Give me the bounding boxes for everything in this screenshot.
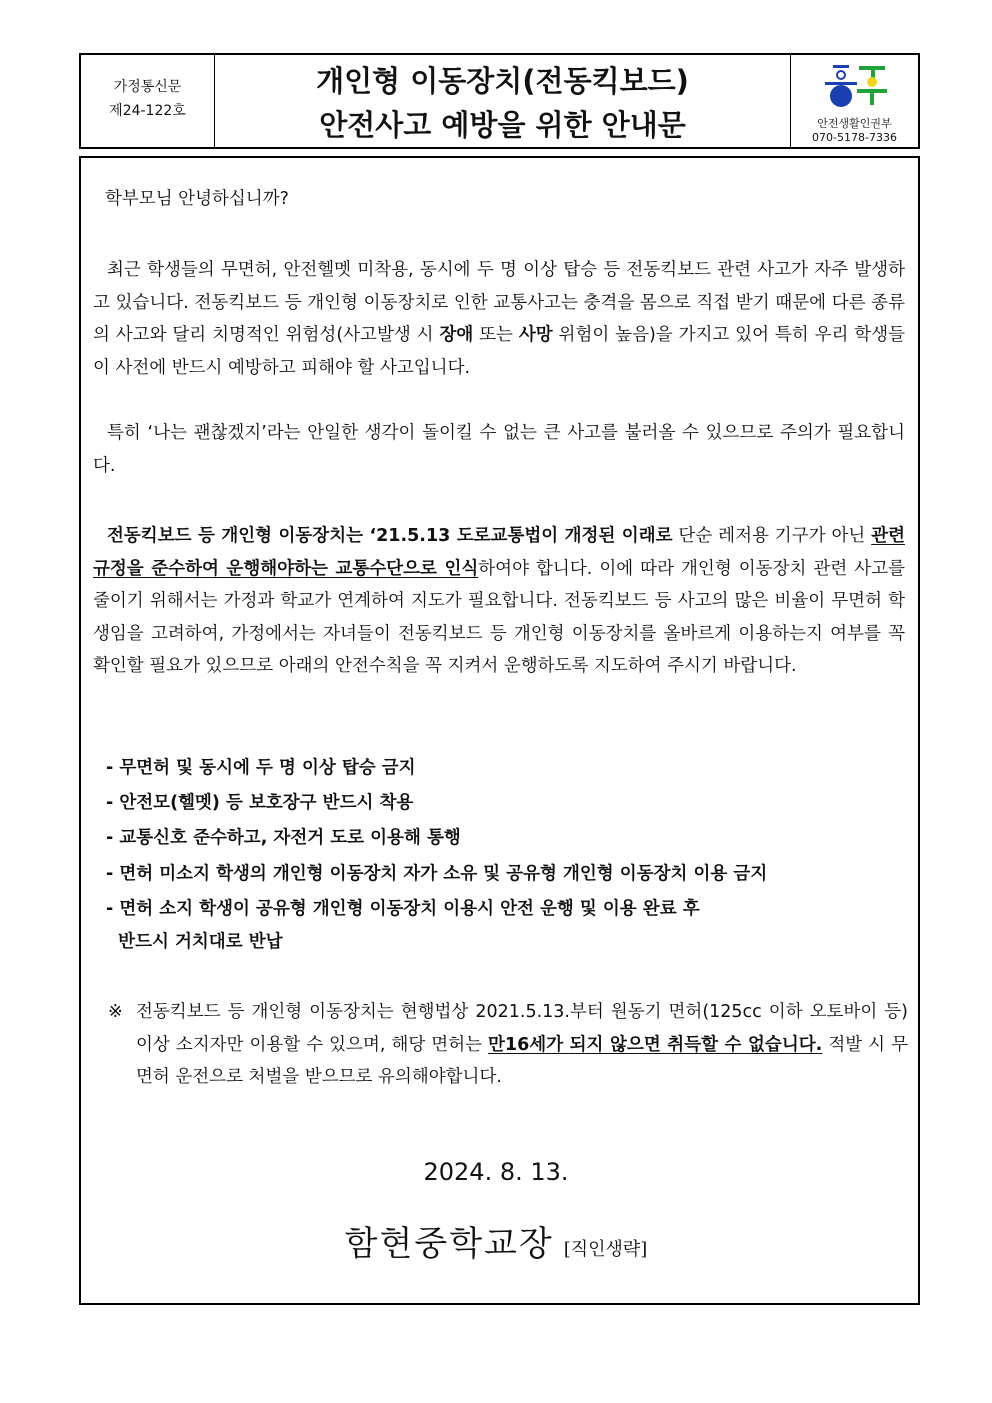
- p1-bold-disability: 장애: [439, 325, 474, 345]
- title-cell: [215, 55, 791, 147]
- p3-text-c: 하여야 합니다. 이에 따라 개인형 이동장치 관련 사고를 줄이기 위해서는 가정과 학교가 연계하여 지도가 필요합니다. 전동킥보드 등 사고의 많은 비율이 무면허 학생임을 고려하여, 가정에서는 자녀들이 전동킥보드 등 개인형 이동장치를 올바르게 이용하는지 여부를 꼭 확인할 필요가 있으므로 아래의 안전수칙을 꼭 지켜서 운행하도록 지도하여 주시기 바랍니다.: [93, 558, 905, 676]
- principal-title: 함현중학교장: [344, 1224, 554, 1264]
- legal-note: [108, 996, 908, 1094]
- dept-cell: [791, 55, 918, 147]
- rule-item: 반드시 거치대로 반납: [106, 932, 283, 952]
- department-name: 안전생활인권부: [817, 117, 892, 130]
- p1-text-a: 최근 학생들의 무면허, 안전헬멧 미착용, 동시에 두 명 이상 탑승 등 전동킥보드 관련 사고가 자주 발생하고 있습니다. 전동킥보드 등 개인형 이동장치로 인한 교통사고는 충격을 몸으로 직접 받기 때문에 다른 종류의 사고와 달리 치명적인 위험성(사고발생 시: [93, 260, 905, 345]
- p1-bold-death: 사망: [518, 325, 553, 345]
- note-mark: ※: [108, 1002, 123, 1022]
- p3-text-a: 단순 레저용 기구가 아닌: [672, 526, 872, 546]
- note-text-c: 적발 시 무면허 운전으로 처벌을 받으므로 유의해야합니다.: [136, 1034, 908, 1087]
- title-line-1: 개인형 이동장치(전동킥보드): [316, 64, 689, 98]
- p3-bold-lead: 전동킥보드 등 개인형 이동장치는 ‘21.5.13 도로교통법이 개정된 이래로: [107, 526, 673, 546]
- note-underlined: 만16세가 되지 않으면 취득할 수 없습니다.: [488, 1034, 823, 1055]
- doc-number: 제24-122호: [109, 103, 186, 119]
- note-text-a: 전동킥보드 등 개인형 이동장치는 현행법상 2021.5.13.부터 원동기 면허(125cc 이하 오토바이 등) 이상 소지자만 이용할 수 있으며, 해당 면허는: [136, 1002, 908, 1055]
- p1-text-d: 위험이 높음)을 가지고 있어 특히 우리 학생들이 사전에 반드시 예방하고 피해야 할 사고입니다.: [93, 325, 906, 378]
- paragraph-2: 특히 ‘나는 괜찮겠지’라는 안일한 생각이 돌이킬 수 없는 큰 사고를 불러올 수 있으므로 주의가 필요합니다.: [93, 423, 905, 476]
- rule-item: - 면허 미소지 학생의 개인형 이동장치 자가 소유 및 공유형 개인형 이동장치 이용 금지: [106, 864, 768, 884]
- rule-item: - 무면허 및 동시에 두 명 이상 탑승 금지: [106, 758, 416, 778]
- seal-omitted: [직인생략]: [563, 1239, 648, 1260]
- department-phone: 070-5178-7336: [812, 131, 897, 144]
- school-logo-icon: [821, 63, 889, 109]
- paragraph-3: [93, 520, 905, 683]
- paragraph-1: [93, 254, 905, 384]
- p1-text-c: 또는: [473, 325, 519, 345]
- issue-date: 2024. 8. 13.: [423, 1158, 569, 1186]
- rule-item: - 교통신호 준수하고, 자전거 도로 이용해 통행: [106, 828, 461, 848]
- signature-line: [0, 1216, 992, 1265]
- note-body: [136, 996, 908, 1094]
- header-table: [79, 53, 920, 149]
- rule-item: - 면허 소지 학생이 공유형 개인형 이동장치 이용시 안전 운행 및 이용 완료 후: [106, 899, 700, 919]
- greeting: 학부모님 안녕하십니까?: [105, 189, 289, 209]
- p3-underlined: 관련 규정을 준수하여 운행해야하는 교통수단으로 인식: [93, 526, 905, 579]
- title-line-2: 안전사고 예방을 위한 안내문: [319, 108, 686, 142]
- rule-item: - 안전모(헬멧) 등 보호장구 반드시 착용: [106, 793, 414, 813]
- doc-info-cell: [81, 55, 215, 147]
- doc-type: 가정통신문: [113, 79, 182, 95]
